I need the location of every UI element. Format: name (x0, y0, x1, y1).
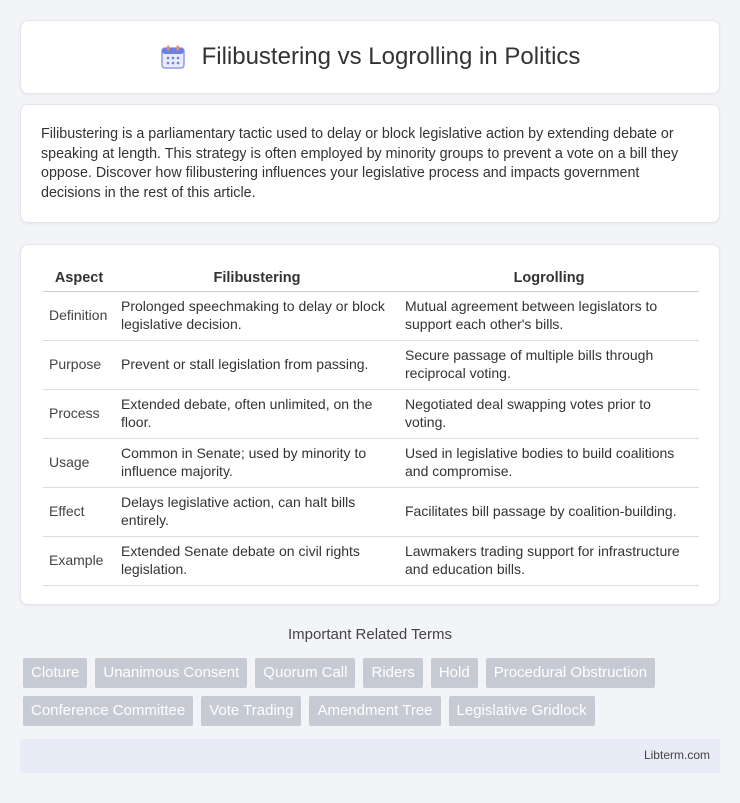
row-logrolling: Lawmakers trading support for infrastructure and education bills. (399, 536, 699, 585)
row-aspect: Purpose (43, 340, 115, 389)
table-row (43, 536, 699, 585)
title-card (20, 20, 720, 94)
tag-quorum-call[interactable]: Quorum Call (255, 658, 355, 688)
table-row (43, 340, 699, 389)
row-filibustering: Extended Senate debate on civil rights legislation. (115, 536, 399, 585)
tag-riders[interactable]: Riders (363, 658, 422, 688)
row-aspect: Process (43, 389, 115, 438)
header-logrolling: Logrolling (399, 265, 699, 291)
related-terms-list (23, 658, 723, 726)
footer (20, 739, 720, 773)
table-row (43, 487, 699, 536)
row-logrolling: Facilitates bill passage by coalition-building. (399, 487, 699, 536)
header-aspect: Aspect (43, 265, 115, 291)
table-row (43, 291, 699, 340)
tag-vote-trading[interactable]: Vote Trading (201, 696, 301, 726)
row-logrolling: Negotiated deal swapping votes prior to voting. (399, 389, 699, 438)
related-terms-title: Important Related Terms (288, 626, 452, 643)
row-aspect: Example (43, 536, 115, 585)
table-header-row (43, 265, 699, 291)
table-row (43, 438, 699, 487)
page-title: Filibustering vs Logrolling in Politics (201, 43, 581, 70)
row-filibustering: Common in Senate; used by minority to influence majority. (115, 438, 399, 487)
row-filibustering: Extended debate, often unlimited, on the floor. (115, 389, 399, 438)
tag-hold[interactable]: Hold (431, 658, 478, 688)
table-row (43, 389, 699, 438)
intro-card (20, 104, 720, 223)
row-filibustering: Delays legislative action, can halt bills entirely. (115, 487, 399, 536)
comparison-table (43, 265, 699, 586)
tag-conference-committee[interactable]: Conference Committee (23, 696, 193, 726)
tag-unanimous-consent[interactable]: Unanimous Consent (95, 658, 247, 688)
header-filibustering: Filibustering (115, 265, 399, 291)
comparison-card (20, 244, 720, 605)
tag-cloture[interactable]: Cloture (23, 658, 87, 688)
tag-legislative-gridlock[interactable]: Legislative Gridlock (449, 696, 595, 726)
intro-text: Filibustering is a parliamentary tactic used to delay or block legislative action by extending debate or speaking at length. This strategy is often employed by minority groups to prevent a vote on a bill they oppose. Discover how filibustering influences your legislative process and impacts government decisions in the rest of this article. (41, 126, 679, 201)
row-aspect: Effect (43, 487, 115, 536)
row-aspect: Definition (43, 291, 115, 340)
row-logrolling: Secure passage of multiple bills through reciprocal voting. (399, 340, 699, 389)
tag-procedural-obstruction[interactable]: Procedural Obstruction (486, 658, 655, 688)
row-filibustering: Prevent or stall legislation from passing. (115, 340, 399, 389)
row-aspect: Usage (43, 438, 115, 487)
calendar-icon (160, 44, 186, 70)
row-logrolling: Mutual agreement between legislators to support each other's bills. (399, 291, 699, 340)
row-filibustering: Prolonged speechmaking to delay or block legislative decision. (115, 291, 399, 340)
row-logrolling: Used in legislative bodies to build coalitions and compromise. (399, 438, 699, 487)
tag-amendment-tree[interactable]: Amendment Tree (309, 696, 440, 726)
footer-site[interactable]: Libterm.com (643, 748, 710, 762)
